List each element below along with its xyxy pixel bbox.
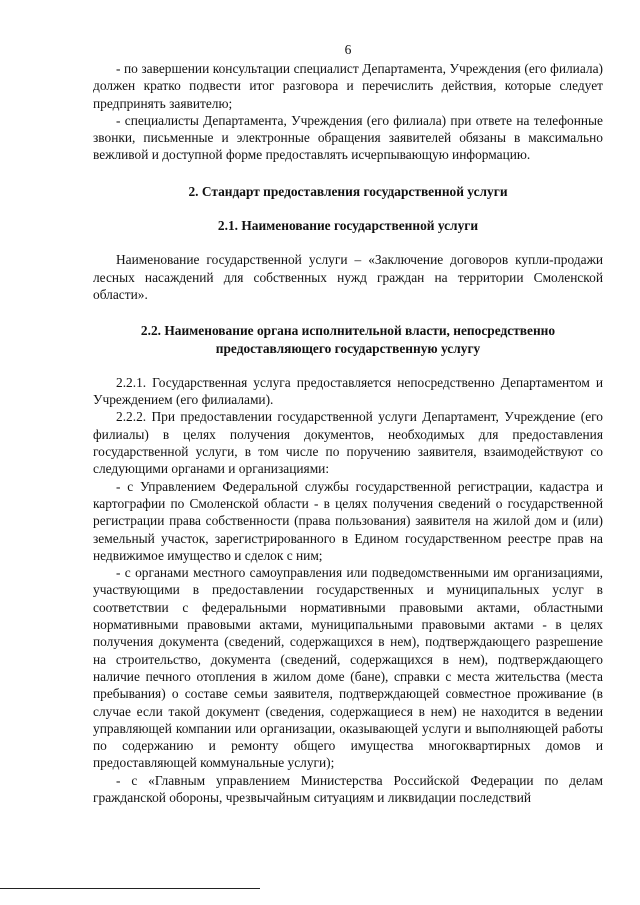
paragraph-emergency-ministry: - с «Главным управлением Министерства Российской Федерации по делам гражданской обороны, чрезвычайным ситуациям и ликвидации последствий <box>93 772 603 805</box>
document-page <box>93 42 603 806</box>
footer-divider-line <box>0 888 260 889</box>
section-heading-2-2-line2: предоставляющего государственную услугу <box>215 340 481 356</box>
paragraph-2-2-2: 2.2.2. При предоставлении государственной услуги Департамент, Учреждение (его филиалы) в целях получения документов, необходимых для предоставления государственной услуги, в том числе по поручению заявителя, взаимодействуют со следующими органами и организациями: <box>93 409 603 477</box>
paragraph-2-2-1: 2.2.1. Государственная услуга предоставляется непосредственно Департаментом и Учреждением (его филиалами). <box>93 374 603 408</box>
paragraph-local-authorities: - с органами местного самоуправления или подведомственными им организациями, участвующими в предоставлении государственных и муниципальных услуг в соответствии с федеральными нормативными правовыми актами, областными нормативными правовыми актами, муниципальными правовыми актами - в целях получения документа (сведений, содержащихся в нем), подтверждающего разрешение на строительство, документа (сведений, содержащихся в нем), подтверждающего наличие печного отопления в жилом доме (бане), справки с места жительства (места пребывания) о составе семьи заявителя, подтверждающей совместное проживание (в случае если такой документ (сведения, содержащиеся в нем) не находится в ведении управляющей компании или организации, оказывающей услуги и выполняющей работы по содержанию и ремонту общего имущества многоквартирных домов и предоставляющей коммунальные услуги); <box>93 565 603 771</box>
page-number: 6 <box>344 42 352 57</box>
paragraph-service-name: Наименование государственной услуги – «Заключение договоров купли-продажи лесных насаждений для собственных нужд граждан на территории Смоленской области». <box>93 252 603 302</box>
section-heading-2-1: 2.1. Наименование государственной услуги <box>217 218 479 234</box>
paragraph-consultation-summary: - по завершении консультации специалист Департамента, Учреждения (его филиала) должен кратко подвести итог разговора и перечислить действия, которые следует предпринять заявителю; <box>93 61 603 111</box>
section-heading-2: 2. Стандарт предоставления государственной услуги <box>188 183 508 199</box>
paragraph-specialists-duties: - специалисты Департамента, Учреждения (его филиала) при ответе на телефонные звонки, письменные и электронные обращения заявителей обязаны в максимально вежливой и доступной форме предоставлять исчерпывающую информацию. <box>93 112 603 163</box>
paragraph-rosreestr: - с Управлением Федеральной службы государственной регистрации, кадастра и картографии по Смоленской области - в целях получения сведений о государственной регистрации права собственности (права пользования) заявителя на жилой дом и (или) земельный участок, зарегистрированного в Едином государственном реестре прав на недвижимое имущество и сделок с ним; <box>93 478 603 563</box>
section-heading-2-2-line1: 2.2. Наименование органа исполнительной власти, непосредственно <box>140 323 556 339</box>
